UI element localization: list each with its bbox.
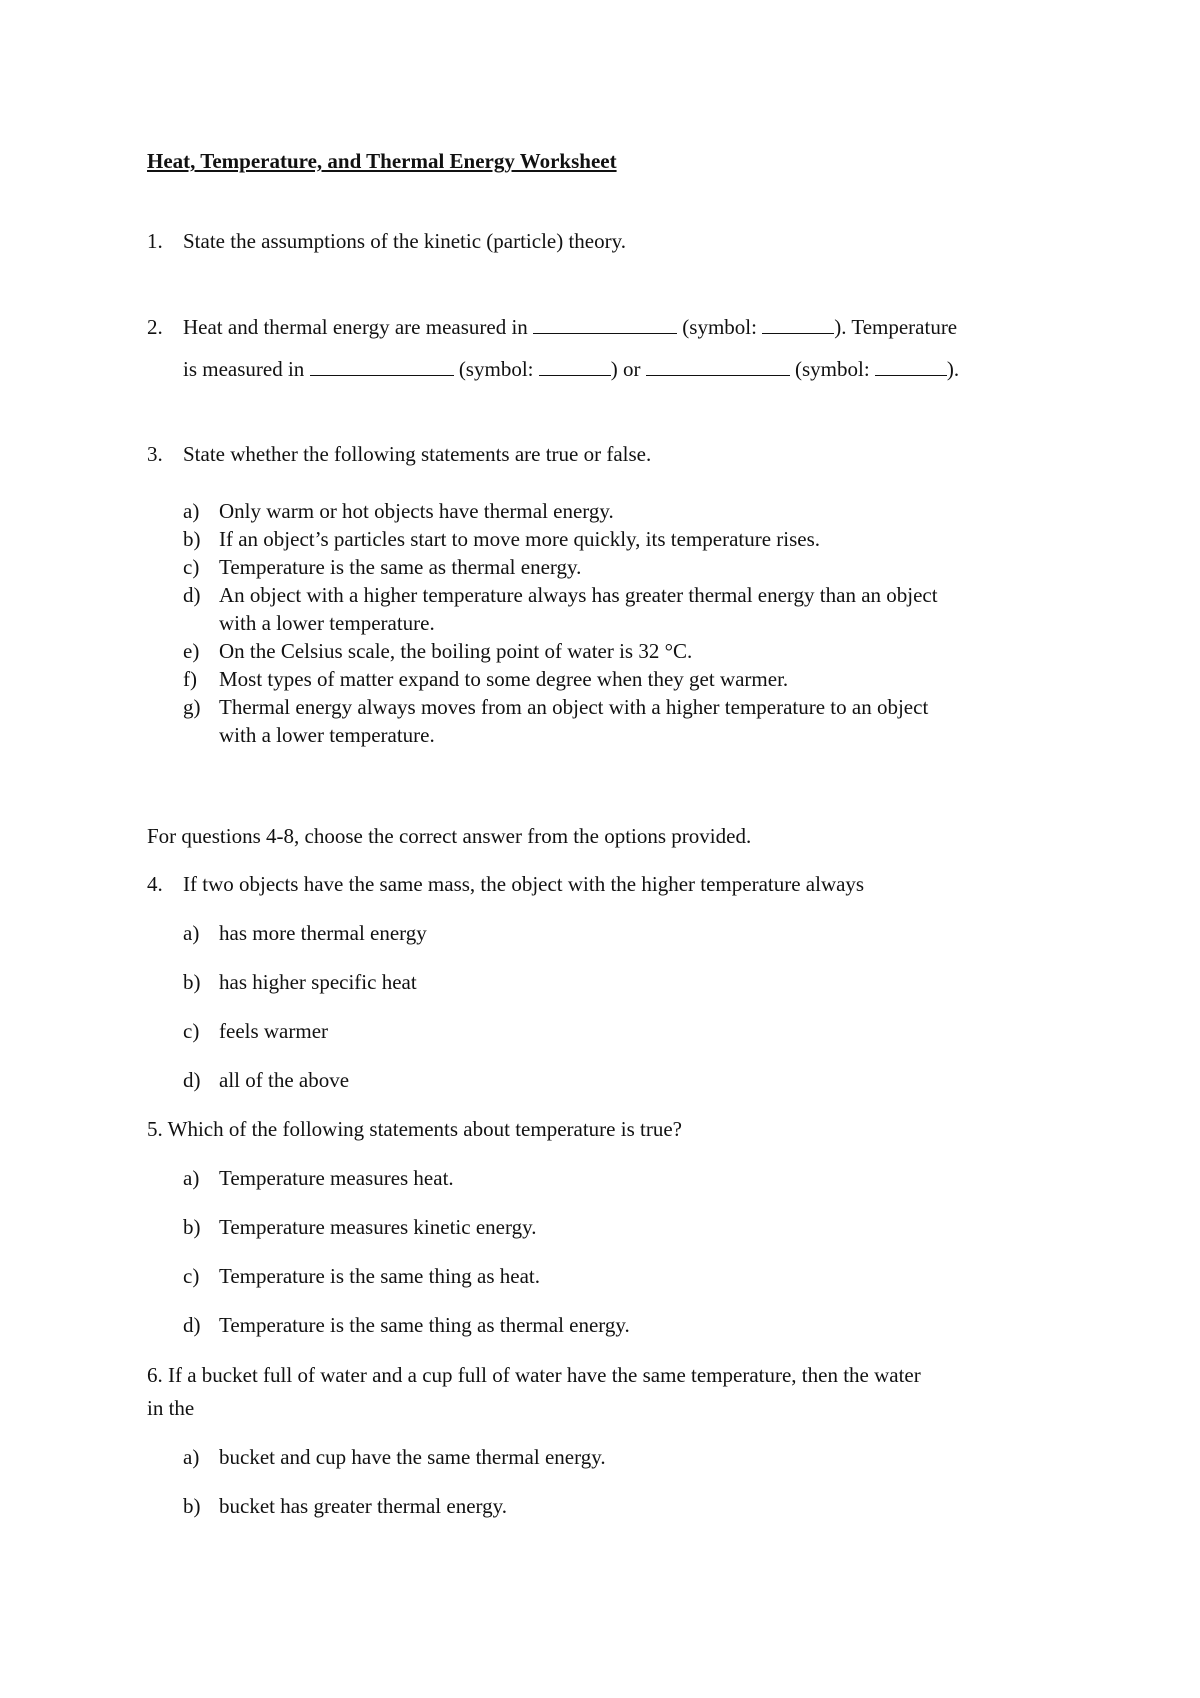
q5-option-letter: c): [183, 1264, 200, 1288]
q5-option-text: Temperature is the same thing as heat.: [219, 1264, 540, 1288]
q5-option-text: Temperature measures kinetic energy.: [219, 1215, 537, 1239]
q3-item-text: An object with a higher temperature always has greater thermal energy than an object: [219, 583, 938, 607]
q6-option-letter: b): [183, 1494, 201, 1518]
q3-item-letter: d): [183, 583, 201, 607]
answer-blank: [646, 355, 790, 376]
q1-text: State the assumptions of the kinetic (particle) theory.: [183, 229, 627, 253]
q2-line-1: [183, 313, 957, 341]
q3-number: 3.: [147, 442, 163, 466]
q4-option-text: has more thermal energy: [219, 921, 427, 945]
answer-blank: [762, 313, 834, 334]
q3-text: State whether the following statements are true or false.: [183, 442, 652, 466]
q2-text-part: (symbol:: [458, 357, 534, 381]
q3-item-text-continued: with a lower temperature.: [219, 611, 435, 635]
instructions-text: For questions 4-8, choose the correct answer from the options provided.: [147, 824, 752, 848]
q2-text-part: ) or: [610, 357, 641, 381]
q6-text-line-1: 6. If a bucket full of water and a cup full of water have the same temperature, then the water: [147, 1363, 921, 1387]
q3-item-text: On the Celsius scale, the boiling point of water is 32 °C.: [219, 639, 693, 663]
q2-number: 2.: [147, 315, 163, 339]
q6-text-line-2: in the: [147, 1396, 195, 1420]
q3-item-text: Only warm or hot objects have thermal energy.: [219, 499, 614, 523]
q3-item-text-continued: with a lower temperature.: [219, 723, 435, 747]
q4-text: If two objects have the same mass, the object with the higher temperature always: [183, 872, 865, 896]
q5-option-letter: b): [183, 1215, 201, 1239]
q3-item-text: Thermal energy always moves from an object with a higher temperature to an object: [219, 695, 929, 719]
q4-option-letter: a): [183, 921, 200, 945]
q5-option-letter: a): [183, 1166, 200, 1190]
answer-blank: [310, 355, 454, 376]
q5-text: 5. Which of the following statements about temperature is true?: [147, 1117, 682, 1141]
q2-text-part: is measured in: [183, 357, 305, 381]
q2-line-2: [183, 355, 959, 383]
q2-text-part: (symbol:: [794, 357, 870, 381]
q2-text-part: ).: [946, 357, 960, 381]
q6-option-text: bucket and cup have the same thermal energy.: [219, 1445, 606, 1469]
q2-text-part: ). Temperature: [834, 315, 958, 339]
q4-option-text: feels warmer: [219, 1019, 329, 1043]
q2-text-part: Heat and thermal energy are measured in: [183, 315, 528, 339]
q2-text-part: (symbol:: [682, 315, 757, 339]
q4-option-letter: c): [183, 1019, 200, 1043]
answer-blank: [875, 355, 947, 376]
q3-item-text: If an object’s particles start to move more quickly, its temperature rises.: [219, 527, 821, 551]
q5-option-text: Temperature measures heat.: [219, 1166, 454, 1190]
q1-number: 1.: [147, 229, 163, 253]
answer-blank: [533, 313, 677, 334]
q3-item-letter: a): [183, 499, 200, 523]
q3-item-text: Most types of matter expand to some degree when they get warmer.: [219, 667, 789, 691]
q5-option-text: Temperature is the same thing as thermal energy.: [219, 1313, 630, 1337]
q3-item-letter: g): [183, 695, 201, 719]
q5-option-letter: d): [183, 1313, 201, 1337]
q4-option-text: has higher specific heat: [219, 970, 417, 994]
q3-item-letter: c): [183, 555, 200, 579]
answer-blank: [539, 355, 611, 376]
q4-option-text: all of the above: [219, 1068, 350, 1092]
q6-option-letter: a): [183, 1445, 200, 1469]
q4-number: 4.: [147, 872, 163, 896]
q4-option-letter: d): [183, 1068, 201, 1092]
worksheet-title: Heat, Temperature, and Thermal Energy Worksheet: [147, 149, 617, 173]
q3-item-letter: f): [183, 667, 197, 691]
q3-item-letter: b): [183, 527, 201, 551]
q3-item-letter: e): [183, 639, 200, 663]
q6-option-text: bucket has greater thermal energy.: [219, 1494, 508, 1518]
q4-option-letter: b): [183, 970, 201, 994]
q3-item-text: Temperature is the same as thermal energy.: [219, 555, 582, 579]
